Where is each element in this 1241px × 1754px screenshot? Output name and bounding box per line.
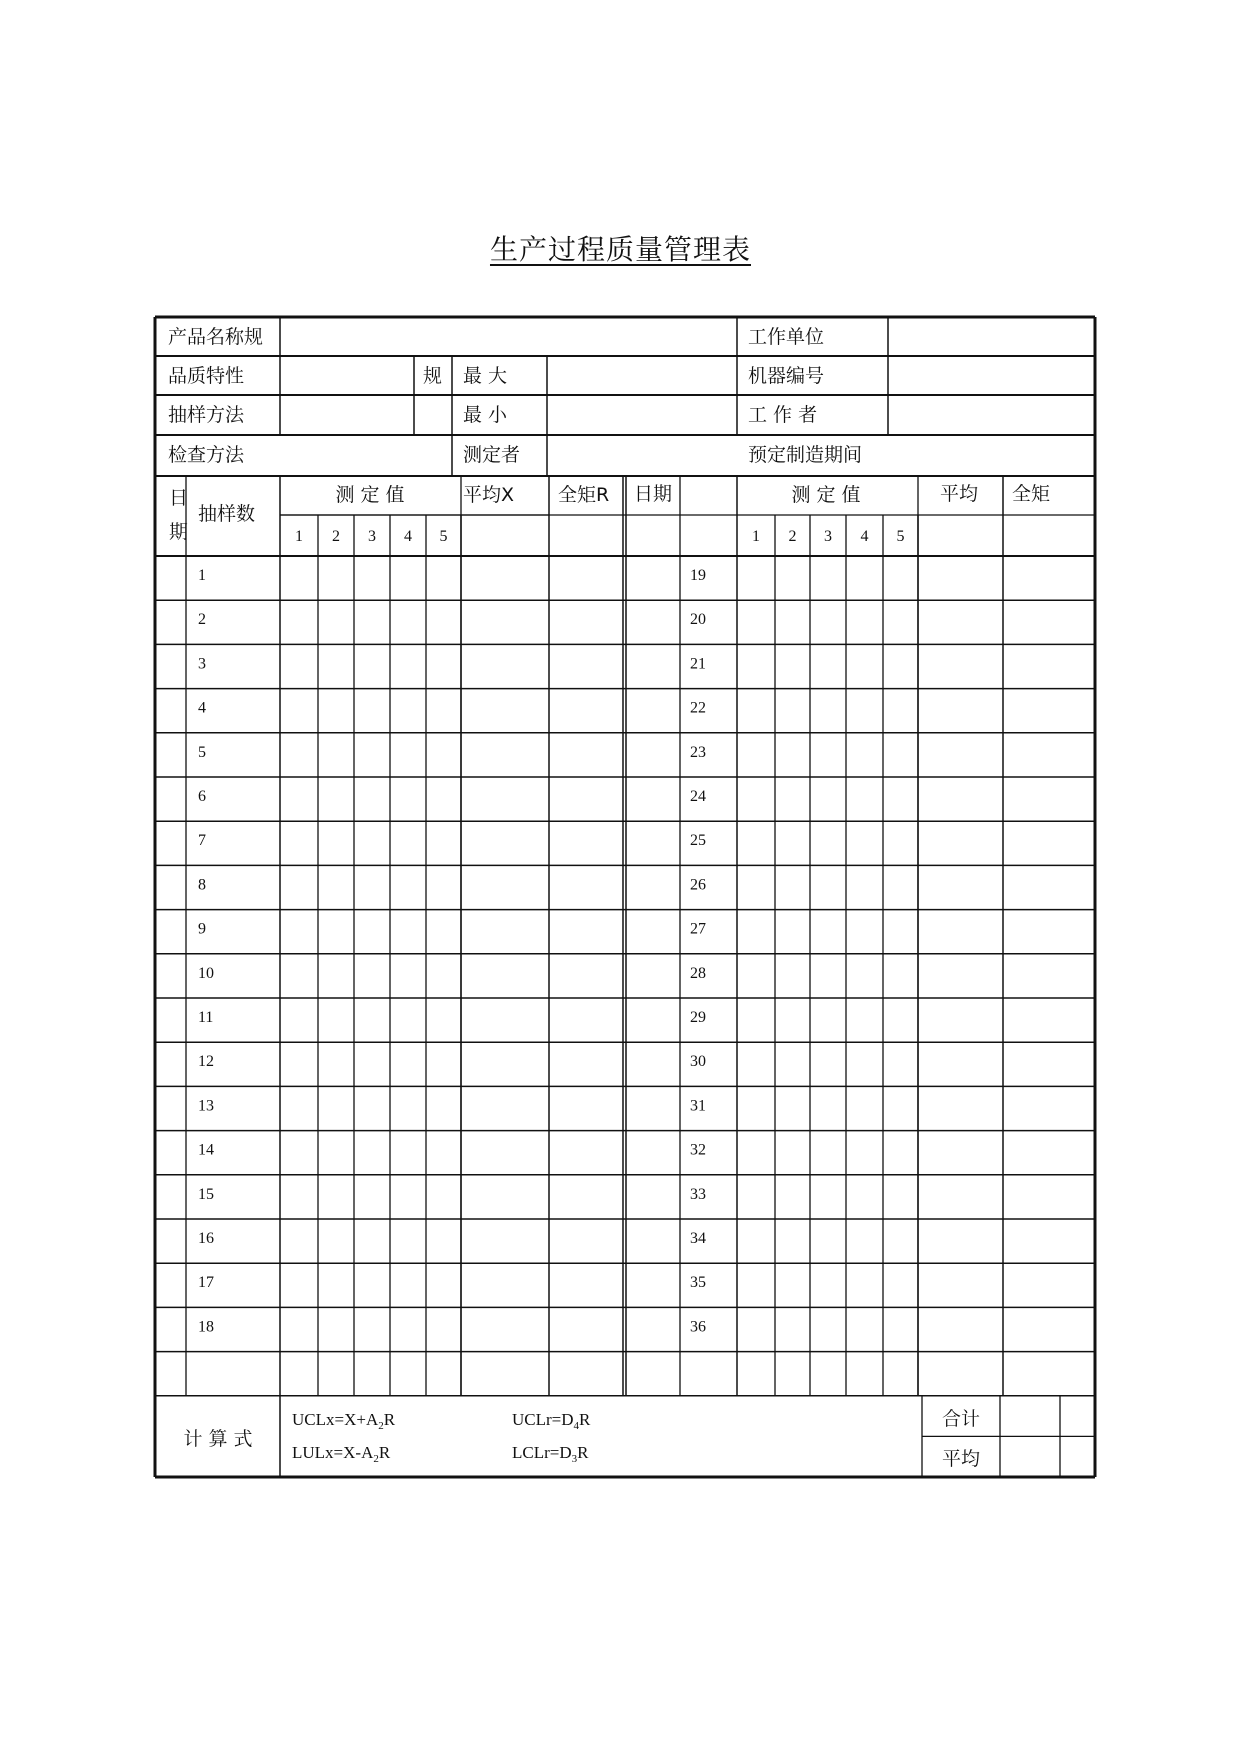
formula-ucl-r-end: R bbox=[579, 1410, 591, 1429]
formula-ucl-r-main: UCLr=D bbox=[512, 1410, 574, 1429]
date-label-top: 日 bbox=[169, 487, 189, 509]
worker-label: 工 作 者 bbox=[748, 404, 818, 426]
page-title-text: 生产过程质量管理表 bbox=[489, 233, 751, 266]
measure2-col-header: 1 bbox=[752, 528, 760, 545]
formula-lcl-r-main: LCLr=D bbox=[512, 1443, 572, 1462]
measure-col-header: 2 bbox=[332, 528, 340, 545]
formula-lul-x-end: R bbox=[378, 1443, 391, 1462]
measure2-col-header: 5 bbox=[896, 528, 905, 545]
row-number-right: 32 bbox=[690, 1141, 706, 1159]
formula-ucl-r-subscript: 4 bbox=[573, 1420, 580, 1432]
avg-x-label: 平均X bbox=[463, 484, 515, 506]
range-r-label: 全矩R bbox=[558, 484, 610, 506]
row-number-left: 8 bbox=[198, 876, 206, 894]
formula-lul-x-subscript: 2 bbox=[373, 1453, 379, 1465]
row-number-right: 33 bbox=[690, 1185, 706, 1203]
row-number-left: 1 bbox=[198, 567, 206, 584]
row-number-right: 31 bbox=[690, 1097, 706, 1115]
date-label-bottom: 期 bbox=[169, 521, 189, 543]
formula-ucl-x bbox=[292, 1410, 396, 1432]
row-number-right: 35 bbox=[690, 1274, 706, 1292]
total-label: 合计 bbox=[941, 1408, 981, 1430]
row-number-left: 5 bbox=[198, 743, 206, 761]
row-number-left: 10 bbox=[198, 964, 214, 982]
measure2-col-header: 2 bbox=[788, 528, 797, 545]
measure-label: 测 定 值 bbox=[335, 484, 405, 506]
row-number-left: 14 bbox=[198, 1141, 214, 1159]
row-number-left: 18 bbox=[198, 1318, 214, 1336]
measurer-label: 测定者 bbox=[463, 444, 521, 466]
machine-no-label: 机器编号 bbox=[748, 365, 825, 387]
quality-label: 品质特性 bbox=[168, 365, 245, 387]
measure-col-header: 1 bbox=[295, 528, 303, 545]
row-number-left: 6 bbox=[198, 788, 206, 805]
date2-label: 日期 bbox=[634, 483, 673, 505]
calc-label: 计 算 式 bbox=[183, 1428, 253, 1450]
row-number-right: 22 bbox=[690, 699, 706, 717]
row-number-right: 24 bbox=[690, 788, 706, 805]
row-number-right: 28 bbox=[690, 964, 706, 982]
row-number-left: 12 bbox=[198, 1053, 214, 1071]
row-number-left: 4 bbox=[198, 699, 206, 717]
row-number-left: 3 bbox=[198, 655, 206, 673]
spec-label: 规 bbox=[423, 365, 443, 387]
row-number-left: 11 bbox=[198, 1009, 214, 1026]
average-label: 平均 bbox=[941, 1448, 981, 1470]
sample-count-label: 抽样数 bbox=[198, 503, 256, 525]
row-number-left: 16 bbox=[198, 1230, 214, 1247]
inspection-label: 检查方法 bbox=[168, 444, 245, 466]
row-number-left: 15 bbox=[198, 1185, 214, 1203]
product-name-label: 产品名称规 bbox=[168, 326, 264, 348]
row-number-right: 21 bbox=[690, 655, 706, 673]
formula-ucl-r bbox=[512, 1410, 591, 1432]
formula-ucl-x-end: R bbox=[383, 1410, 396, 1429]
formula-lul-x bbox=[292, 1443, 391, 1465]
formula-lcl-r-end: R bbox=[577, 1443, 589, 1462]
max-label: 最 大 bbox=[463, 365, 508, 387]
formula-lcl-r bbox=[512, 1443, 589, 1465]
row-number-left: 17 bbox=[198, 1274, 214, 1292]
formula-lul-x-main: LULx=X-A bbox=[292, 1443, 374, 1462]
row-number-left: 13 bbox=[198, 1097, 214, 1115]
row-number-right: 20 bbox=[690, 611, 706, 629]
row-number-right: 29 bbox=[690, 1009, 706, 1026]
measure-col-header: 5 bbox=[439, 528, 448, 545]
row-number-left: 7 bbox=[198, 832, 206, 850]
min-label: 最 小 bbox=[463, 404, 508, 426]
range2-label: 全矩 bbox=[1012, 483, 1051, 505]
row-number-right: 26 bbox=[690, 876, 706, 894]
period-label: 预定制造期间 bbox=[748, 444, 863, 466]
row-number-right: 36 bbox=[690, 1318, 706, 1336]
formula-ucl-x-subscript: 2 bbox=[378, 1420, 384, 1432]
measure-col-header: 3 bbox=[368, 528, 376, 545]
row-number-right: 34 bbox=[690, 1230, 706, 1247]
row-number-right: 19 bbox=[690, 567, 706, 584]
measure2-label: 测 定 值 bbox=[791, 484, 861, 506]
sampling-label: 抽样方法 bbox=[168, 404, 245, 426]
work-unit-label: 工作单位 bbox=[748, 326, 825, 348]
row-number-left: 9 bbox=[198, 920, 206, 938]
avg2-label: 平均 bbox=[940, 483, 979, 505]
row-number-right: 25 bbox=[690, 832, 706, 850]
measure2-col-header: 3 bbox=[824, 528, 832, 545]
row-number-right: 23 bbox=[690, 743, 706, 761]
row-number-left: 2 bbox=[198, 611, 206, 629]
measure2-col-header: 4 bbox=[860, 528, 869, 545]
formula-lcl-r-subscript: 3 bbox=[571, 1453, 578, 1465]
formula-ucl-x-main: UCLx=X+A bbox=[292, 1410, 379, 1429]
row-number-right: 30 bbox=[690, 1053, 706, 1071]
measure-col-header: 4 bbox=[404, 528, 412, 545]
row-number-right: 27 bbox=[690, 920, 706, 938]
